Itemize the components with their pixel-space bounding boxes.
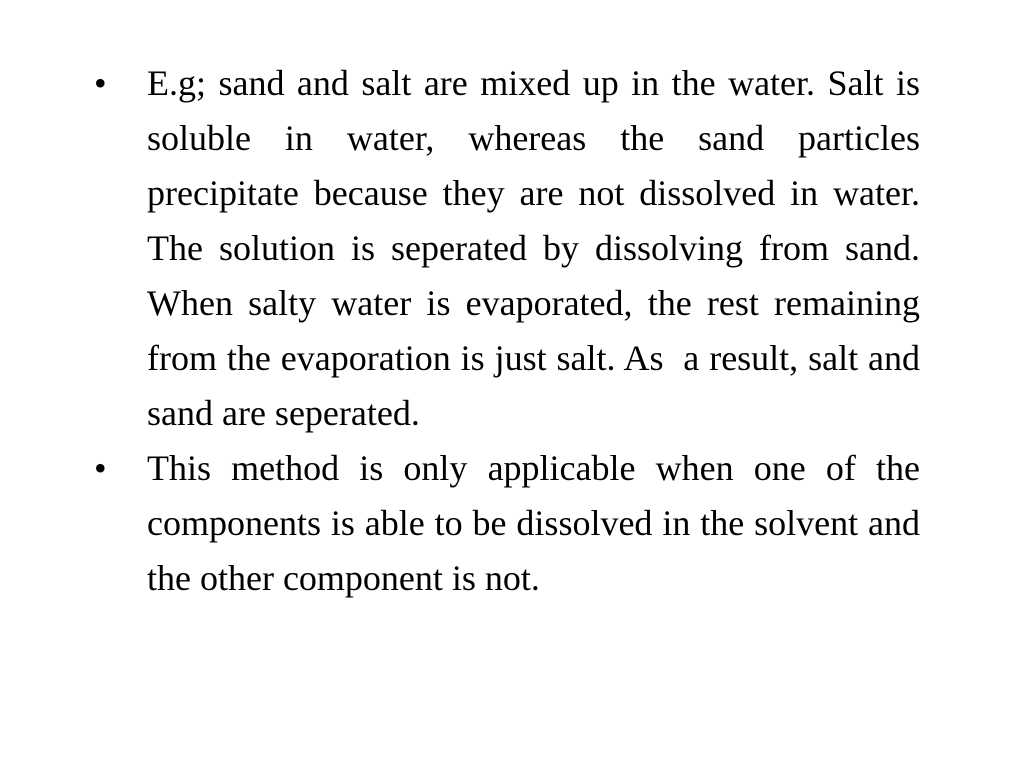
bullet-item-example — [0, 56, 1024, 441]
bullet-marker: • — [94, 63, 107, 103]
bullet-text-example: E.g; sand and salt are mixed up in the water. Salt is soluble in water, whereas the sand particles precipitate because they are not dissolved in water. The solution is seperated by dissolving from sand. When salty water is evaporated, the rest remaining from the evaporation is just salt. As a result, salt and sand are seperated. — [147, 63, 929, 433]
bullet-list — [0, 56, 1024, 606]
bullet-item-applicability — [0, 441, 1024, 606]
bullet-marker: • — [94, 448, 107, 488]
bullet-text-applicability: This method is only applicable when one of the components is able to be dissolved in the solvent and the other component is not. — [147, 448, 929, 598]
